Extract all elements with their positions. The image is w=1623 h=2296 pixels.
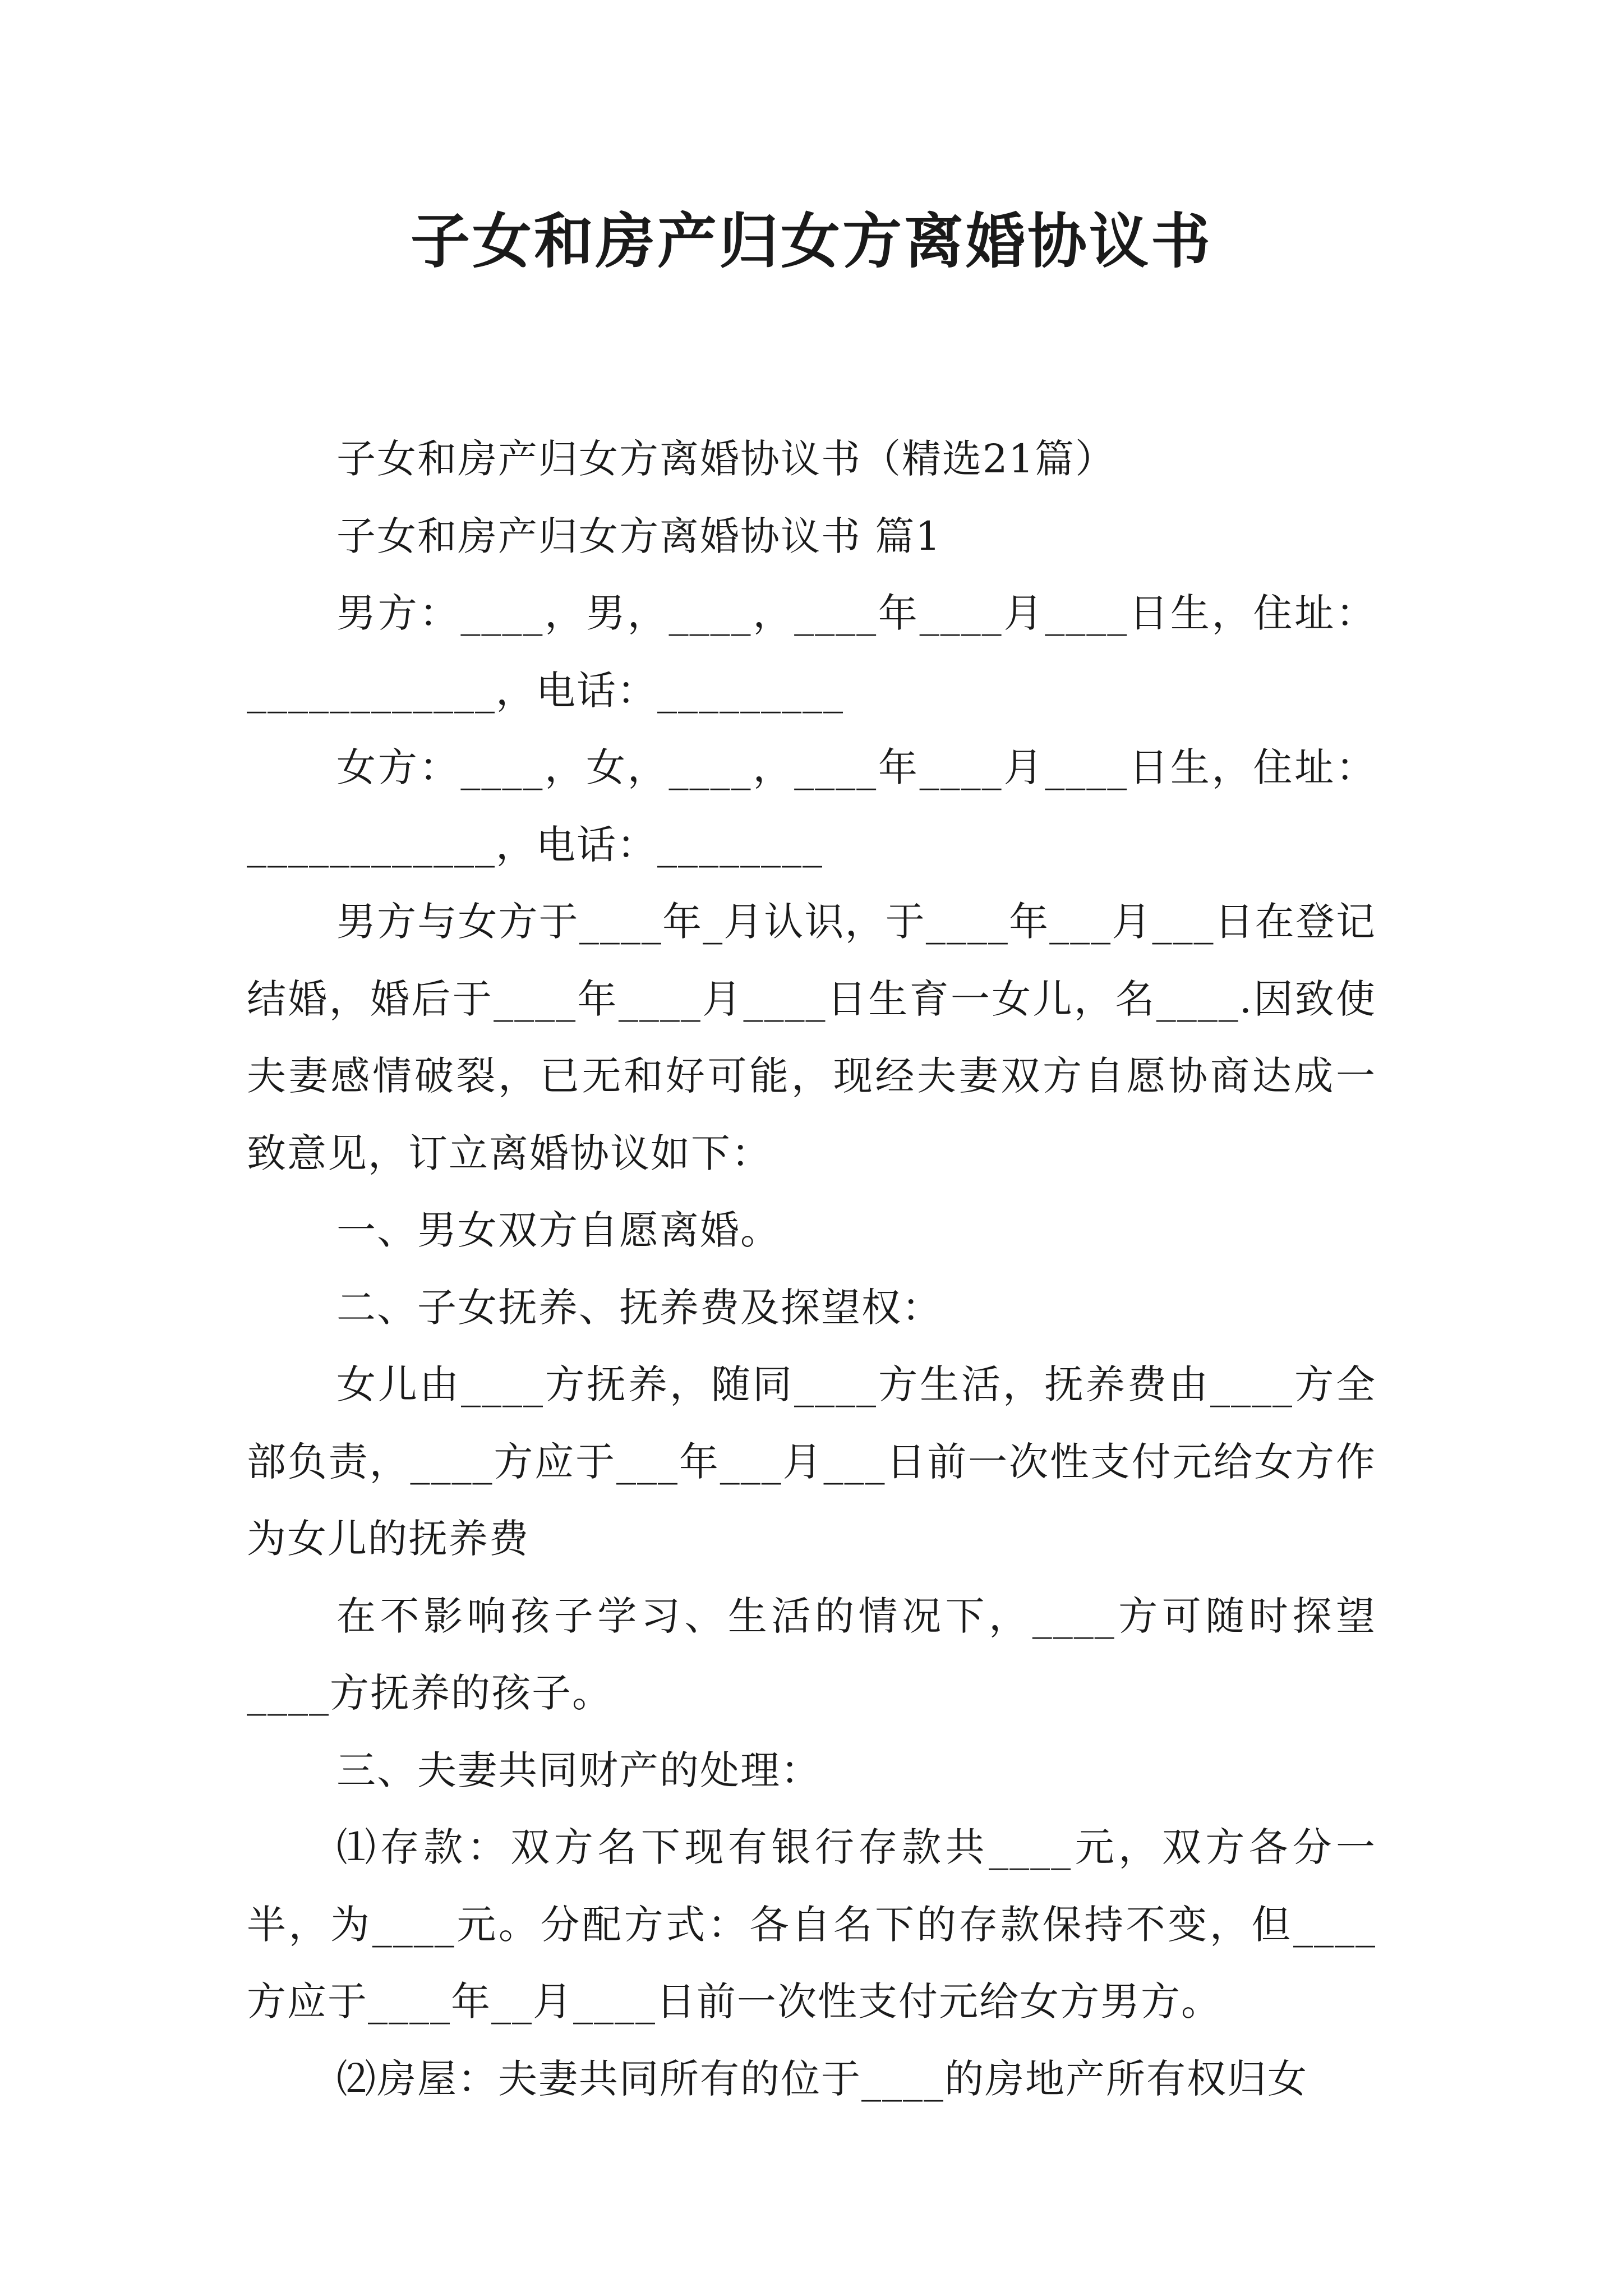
paragraph-female-party: 女方：____，女，____，____年____月____日生，住址：____________，电话：________ xyxy=(247,744,1376,868)
paragraph-savings: ⑴存款：双方名下现有银行存款共____元，双方各分一半，为____元。分配方式：各自名下的存款保持不变，但____方应于____年__月____日前一次性支付元给女方男方。 xyxy=(247,1824,1376,2024)
paragraph-collection-title: 子女和房产归女方离婚协议书（精选21篇） xyxy=(336,436,1116,482)
paragraph-background: 男方与女方于____年_月认识，于____年___月___日在登记结婚，婚后于____年____月____日生育一女儿，名____.因致使夫妻感情破裂，已无和好可能，现经夫妻双方自愿协商达成一致意见，订立离婚协议如下： xyxy=(247,899,1376,1176)
paragraph-clause-2: 二、子女抚养、抚养费及探望权： xyxy=(336,1284,942,1331)
document-title: 子女和房产归女方离婚协议书 xyxy=(411,206,1212,276)
paragraph-clause-1: 一、男女双方自愿离婚。 xyxy=(336,1207,781,1253)
paragraph-visitation: 在不影响孩子学习、生活的情况下，____方可随时探望____方抚养的孩子。 xyxy=(247,1593,1376,1716)
paragraph-custody: 女儿由____方抚养，随同____方生活，抚养费由____方全部负责，____方应于___年___月___日前一次性支付元给女方作为女儿的抚养费 xyxy=(247,1361,1376,1562)
paragraph-section-heading: 子女和房产归女方离婚协议书 篇1 xyxy=(336,513,942,559)
paragraph-clause-3: 三、夫妻共同财产的处理： xyxy=(336,1747,821,1793)
paragraph-male-party: 男方：____，男，____，____年____月____日生，住址：____________，电话：_________ xyxy=(247,590,1376,714)
paragraph-housing: ⑵房屋：夫妻共同所有的位于____的房地产所有权归女 xyxy=(336,2055,1308,2102)
document-body xyxy=(247,421,1376,2118)
